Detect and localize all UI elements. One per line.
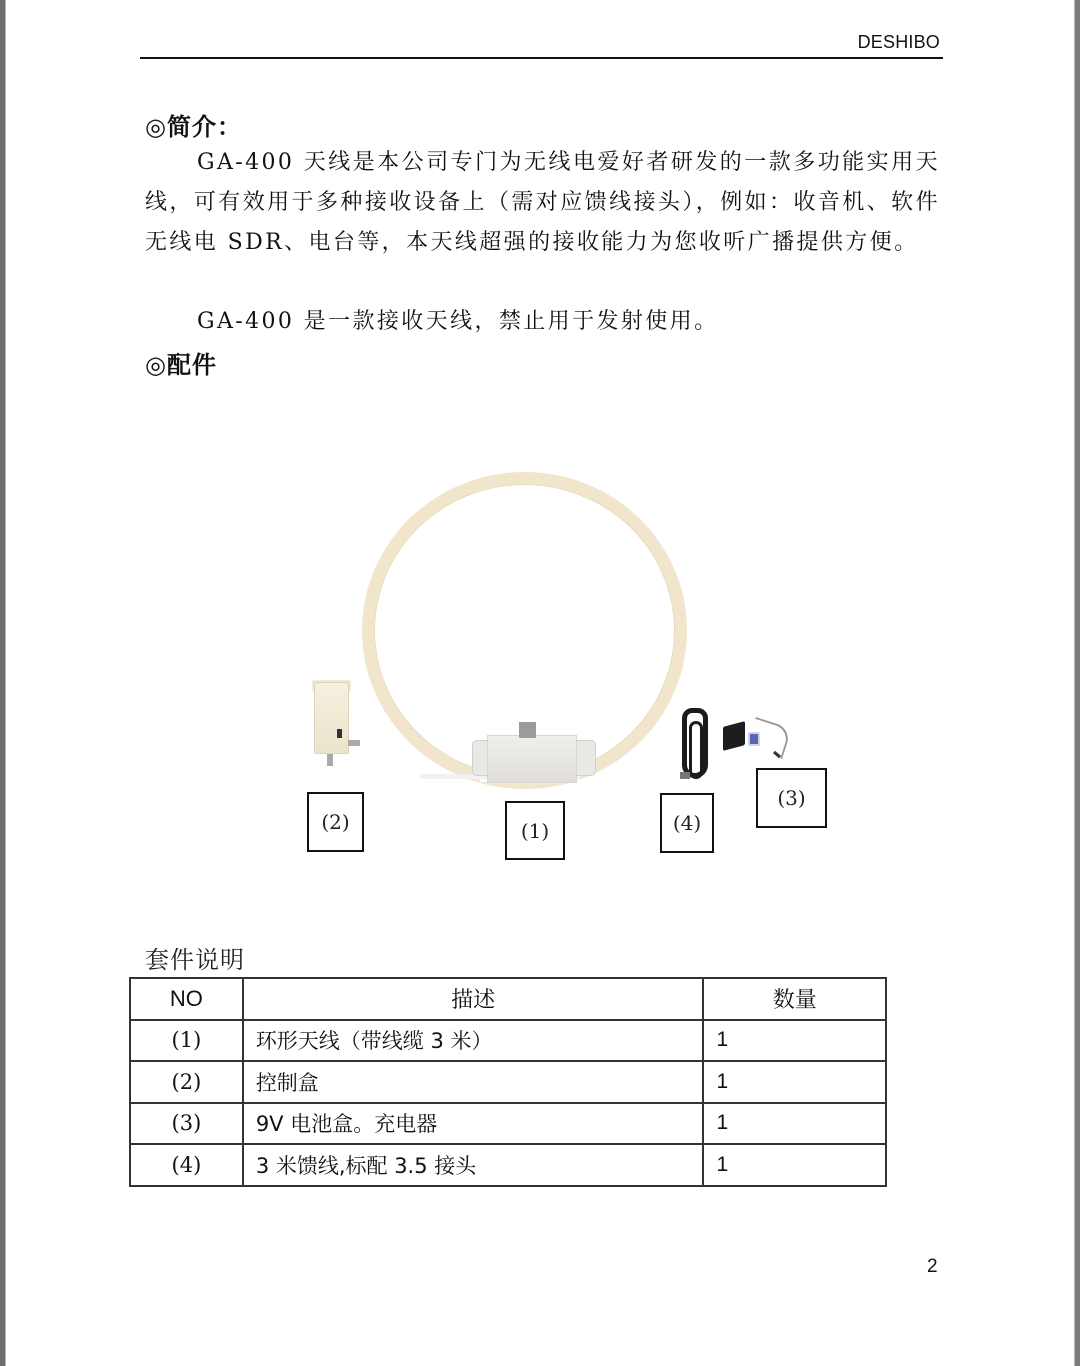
row-desc: 3 米馈线,标配 3.5 接头 — [243, 1144, 704, 1186]
intro-paragraph-1 — [145, 143, 940, 263]
row-desc: 环形天线（带线缆 3 米） — [243, 1020, 704, 1062]
charger-adapter — [723, 721, 745, 751]
kit-title: 套件说明 — [145, 946, 245, 974]
accessories-heading: ◎配件 — [145, 351, 217, 379]
column-header-no: NO — [130, 978, 243, 1020]
intro-paragraph-2-text: GA-400 是一款接收天线，禁止用于发射使用。 — [197, 309, 719, 334]
row-no: (4) — [130, 1144, 243, 1186]
column-header-desc: 描述 — [243, 978, 704, 1020]
control-box-switch — [337, 729, 342, 738]
table-row — [130, 1020, 886, 1062]
battery-plug — [748, 732, 760, 746]
row-qty: 1 — [703, 1061, 886, 1103]
label-box-1: (1) — [505, 801, 565, 860]
label-box-2: (2) — [307, 792, 364, 852]
row-qty: 1 — [703, 1144, 886, 1186]
header-brand: DESHIBO — [857, 32, 940, 52]
antenna-hub-box — [487, 735, 577, 783]
row-no: (3) — [130, 1103, 243, 1145]
row-qty: 1 — [703, 1020, 886, 1062]
hub-connector — [519, 722, 536, 738]
row-qty: 1 — [703, 1103, 886, 1145]
control-box-connector-side — [348, 740, 360, 746]
column-header-qty: 数量 — [703, 978, 886, 1020]
table-row — [130, 1103, 886, 1145]
kit-table-header — [130, 978, 886, 1020]
viewer-left-edge — [0, 0, 5, 1366]
page-number: 2 — [927, 1256, 938, 1277]
control-box — [314, 682, 349, 754]
label-box-4: (4) — [660, 793, 714, 853]
kit-table — [129, 977, 887, 1187]
product-photo — [290, 460, 850, 880]
intro-paragraph-1-text: GA-400 天线是本公司专门为无线电爱好者研发的一款多功能实用天线，可有效用于多种接收设备上（需对应馈线接头），例如：收音机、软件无线电 SDR、电台等，本天线超强的接收能力为您收听广播提供方便。 — [145, 150, 940, 255]
row-desc: 控制盒 — [243, 1061, 704, 1103]
row-desc: 9V 电池盒。充电器 — [243, 1103, 704, 1145]
intro-heading: ◎简介： — [145, 113, 242, 141]
control-box-connector-bottom — [327, 754, 333, 766]
table-row — [130, 1061, 886, 1103]
feeder-cable-coil — [682, 708, 708, 778]
intro-paragraph-2 — [145, 302, 940, 342]
label-box-3: (3) — [756, 768, 827, 828]
row-no: (2) — [130, 1061, 243, 1103]
row-no: (1) — [130, 1020, 243, 1062]
header-divider — [140, 57, 943, 59]
table-row — [130, 1144, 886, 1186]
viewer-right-edge — [1075, 0, 1080, 1366]
feeder-cable-plug — [680, 772, 690, 779]
